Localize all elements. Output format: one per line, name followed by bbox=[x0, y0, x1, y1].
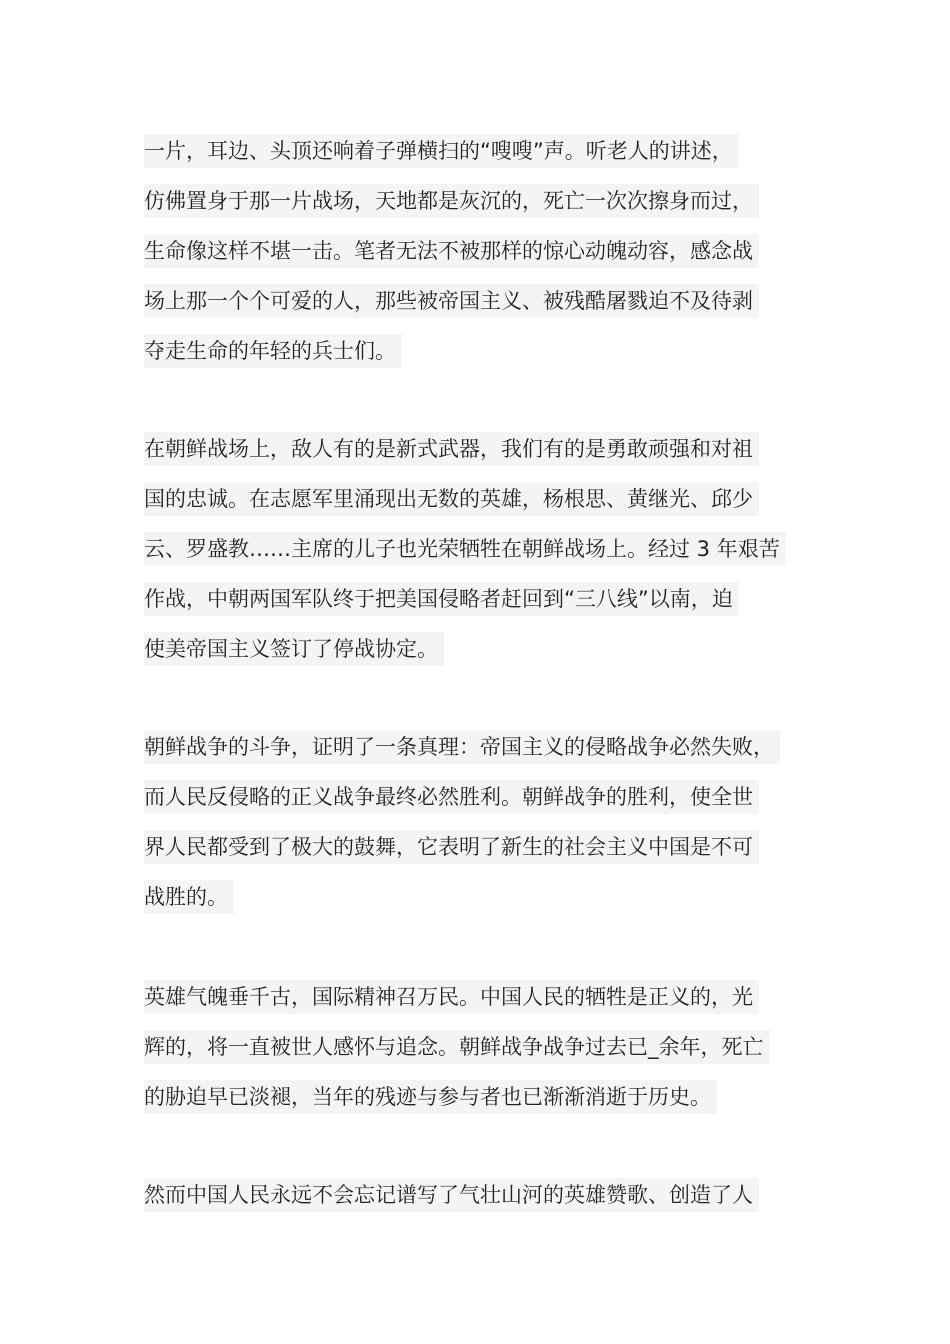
paragraph-4 bbox=[144, 972, 770, 1122]
paragraph-3 bbox=[144, 722, 780, 922]
text-line: 生命像这样不堪一击。笔者无法不被那样的惊心动魄动容，感念战 bbox=[144, 226, 759, 276]
text-line: 朝鲜战争的斗争，证明了一条真理：帝国主义的侵略战争必然失败， bbox=[144, 722, 780, 772]
text-line: 夺走生命的年轻的兵士们。 bbox=[144, 326, 759, 376]
text-line: 云、罗盛教……主席的儿子也光荣牺牲在朝鲜战场上。经过 3 年艰苦 bbox=[144, 524, 786, 574]
text-line: 然而中国人民永远不会忘记谱写了气壮山河的英雄赞歌、创造了人 bbox=[144, 1170, 759, 1220]
text-line: 场上那一个个可爱的人，那些被帝国主义、被残酷屠戮迫不及待剥 bbox=[144, 276, 759, 326]
paragraph-5 bbox=[144, 1170, 759, 1220]
paragraph-2 bbox=[144, 424, 786, 674]
text-line: 界人民都受到了极大的鼓舞，它表明了新生的社会主义中国是不可 bbox=[144, 822, 780, 872]
text-line: 英雄气魄垂千古，国际精神召万民。中国人民的牺牲是正义的，光 bbox=[144, 972, 770, 1022]
paragraph-1 bbox=[144, 126, 759, 376]
text-line: 战胜的。 bbox=[144, 872, 780, 922]
text-line: 国的忠诚。在志愿军里涌现出无数的英雄，杨根思、黄继光、邱少 bbox=[144, 474, 786, 524]
text-line: 仿佛置身于那一片战场，天地都是灰沉的，死亡一次次擦身而过， bbox=[144, 176, 759, 226]
text-line: 作战，中朝两国军队终于把美国侵略者赶回到“三八线”以南，迫 bbox=[144, 574, 786, 624]
text-line: 在朝鲜战场上，敌人有的是新式武器，我们有的是勇敢顽强和对祖 bbox=[144, 424, 786, 474]
text-line: 辉的，将一直被世人感怀与追念。朝鲜战争战争过去已_余年，死亡 bbox=[144, 1022, 770, 1072]
text-line: 使美帝国主义签订了停战协定。 bbox=[144, 624, 786, 674]
text-line: 而人民反侵略的正义战争最终必然胜利。朝鲜战争的胜利，使全世 bbox=[144, 772, 780, 822]
text-line: 一片，耳边、头顶还响着子弹横扫的“嗖嗖”声。听老人的讲述， bbox=[144, 126, 759, 176]
text-line: 的胁迫早已淡褪，当年的残迹与参与者也已渐渐消逝于历史。 bbox=[144, 1072, 770, 1122]
